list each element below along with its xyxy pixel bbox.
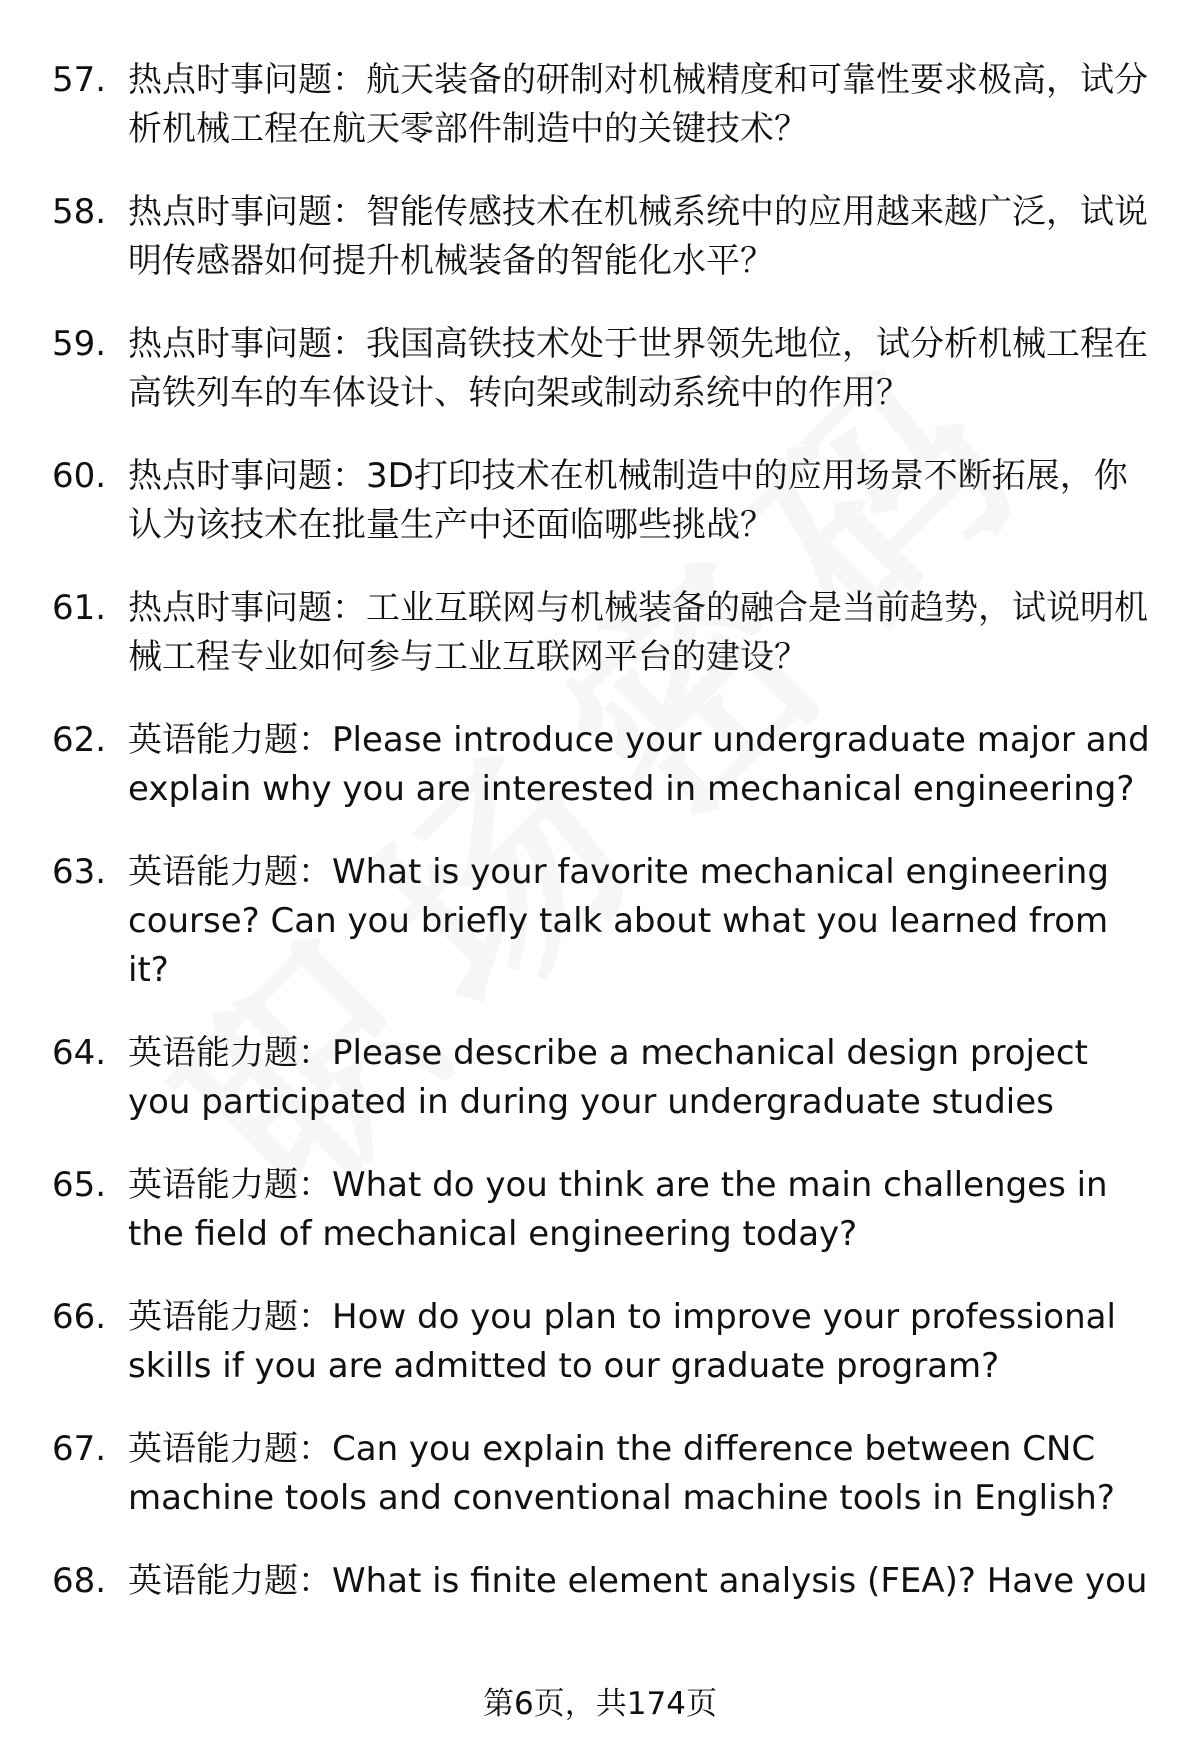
question-text: 工业互联网与机械装备的融合是当前趋势，试说明机械工程专业如何参与工业互联网平台的建设？: [128, 588, 1148, 677]
question-category: 热点时事问题：: [128, 456, 366, 496]
question-item: [52, 452, 1152, 550]
question-category: 英语能力题：: [128, 1033, 332, 1073]
question-category: 英语能力题：: [128, 1297, 332, 1337]
question-text: 我国高铁技术处于世界领先地位，试分析机械工程在高铁列车的车体设计、转向架或制动系统中的作用？: [128, 324, 1148, 413]
question-item: [52, 584, 1152, 682]
question-number: 57.: [52, 60, 107, 100]
question-text: Please describe a mechanical design project you participated in during your undergraduate studies: [128, 1033, 1088, 1122]
question-text: Please introduce your undergraduate major and explain why you are interested in mechanical engineering?: [128, 720, 1150, 809]
question-text: 智能传感技术在机械系统中的应用越来越广泛，试说明传感器如何提升机械装备的智能化水平？: [128, 192, 1148, 281]
question-number: 63.: [52, 852, 107, 892]
question-number: 62.: [52, 720, 107, 760]
question-text: What is finite element analysis (FEA)? Have you: [332, 1561, 1148, 1601]
question-category: 英语能力题：: [128, 852, 332, 892]
question-list: [52, 56, 1152, 1640]
question-text: 航天装备的研制对机械精度和可靠性要求极高，试分析机械工程在航天零部件制造中的关键技术？: [128, 60, 1148, 149]
question-item: [52, 1161, 1152, 1259]
question-category: 热点时事问题：: [128, 588, 366, 628]
question-number: 59.: [52, 324, 107, 364]
question-item: [52, 56, 1152, 154]
question-category: 热点时事问题：: [128, 192, 366, 232]
question-number: 60.: [52, 456, 107, 496]
page-footer: 第6页，共174页: [483, 1686, 717, 1722]
question-number: 64.: [52, 1033, 107, 1073]
question-category: 英语能力题：: [128, 1165, 332, 1205]
question-number: 58.: [52, 192, 107, 232]
question-item: [52, 1029, 1152, 1127]
question-item: [52, 188, 1152, 286]
question-item: [52, 1557, 1152, 1606]
question-number: 61.: [52, 588, 107, 628]
question-item: [52, 1293, 1152, 1391]
question-text: How do you plan to improve your professional skills if you are admitted to our graduate program?: [128, 1297, 1116, 1386]
question-item: [52, 716, 1152, 814]
question-item: [52, 320, 1152, 418]
question-category: 英语能力题：: [128, 720, 332, 760]
question-category: 英语能力题：: [128, 1561, 332, 1601]
question-number: 65.: [52, 1165, 107, 1205]
question-text: What is your favorite mechanical engineering course? Can you briefly talk about what you learned from it?: [128, 852, 1109, 990]
question-text: 3D打印技术在机械制造中的应用场景不断拓展，你认为该技术在批量生产中还面临哪些挑战？: [128, 456, 1128, 545]
question-number: 66.: [52, 1297, 107, 1337]
question-item: [52, 848, 1152, 995]
question-category: 热点时事问题：: [128, 324, 366, 364]
question-text: What do you think are the main challenges in the field of mechanical engineering today?: [128, 1165, 1108, 1254]
question-number: 67.: [52, 1429, 107, 1469]
question-number: 68.: [52, 1561, 107, 1601]
question-category: 英语能力题：: [128, 1429, 332, 1469]
question-category: 热点时事问题：: [128, 60, 366, 100]
question-item: [52, 1425, 1152, 1523]
question-text: Can you explain the difference between CNC machine tools and conventional machine tools in English?: [128, 1429, 1115, 1518]
